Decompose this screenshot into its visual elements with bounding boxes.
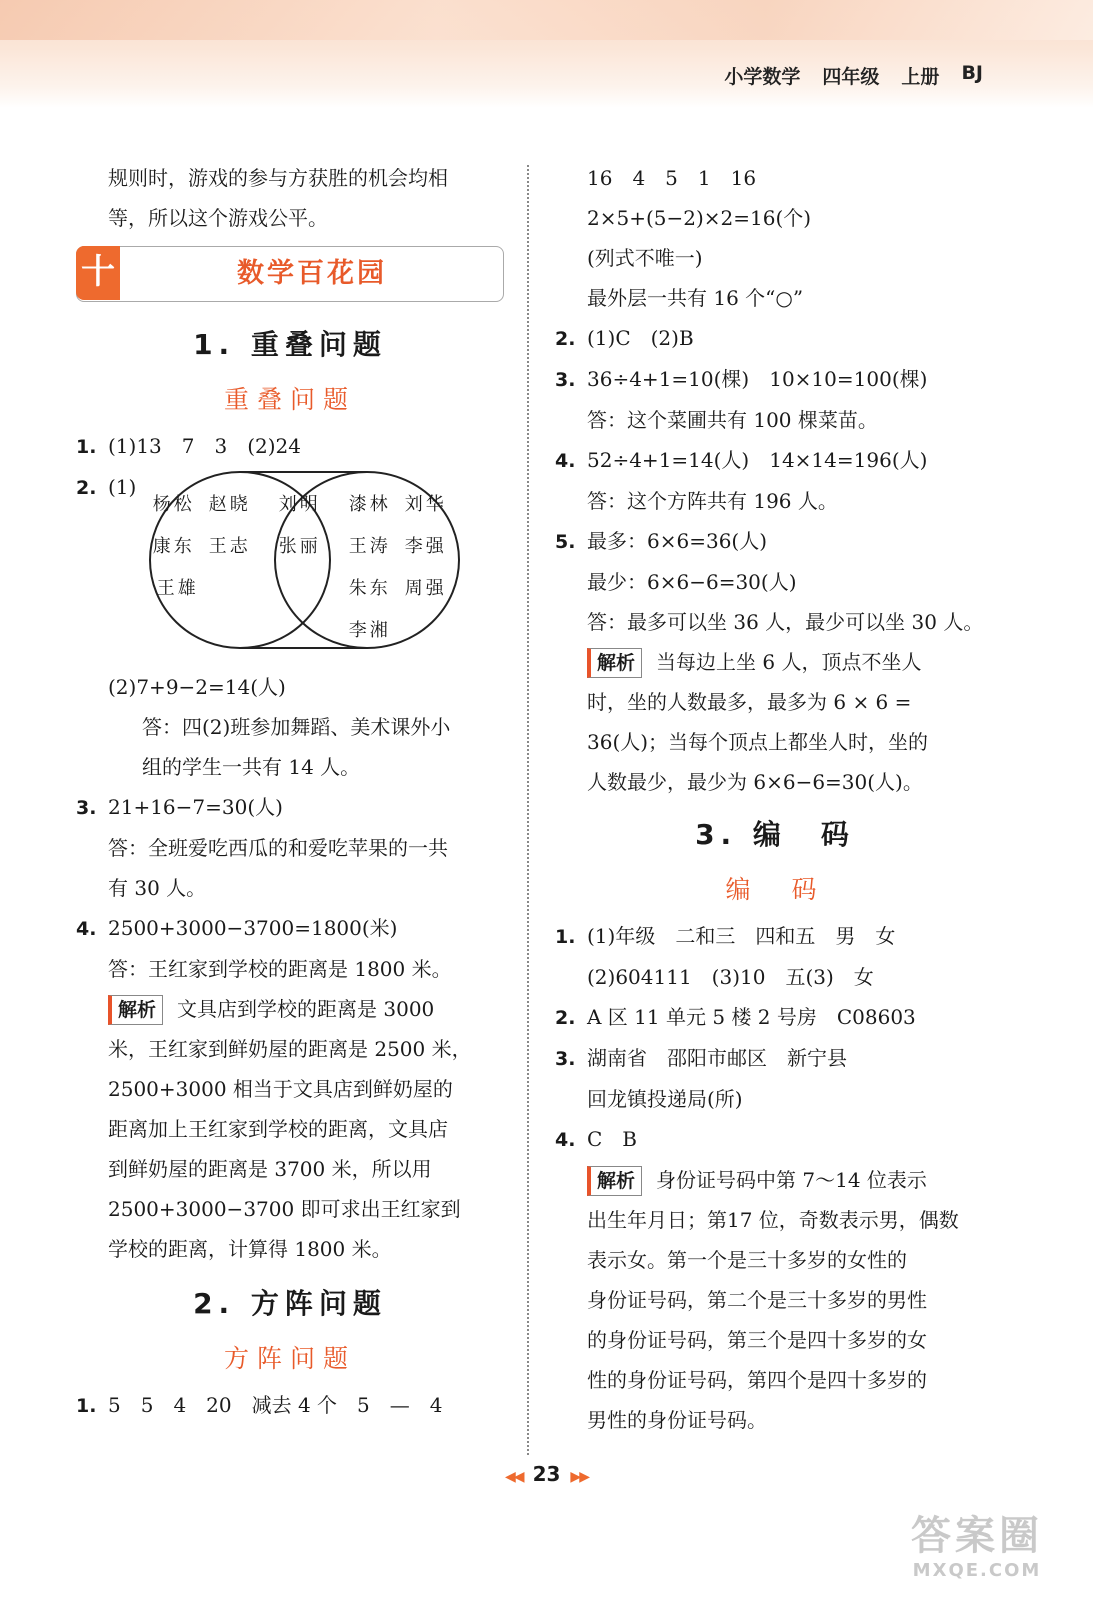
question-text: 5 5 4 20 减去 4 个 5 — 4 <box>108 1393 443 1417</box>
question-number: 2. <box>76 477 97 499</box>
watermark <box>887 1512 1067 1592</box>
venn-diagram <box>145 467 475 667</box>
page-number: 23 <box>532 1462 561 1486</box>
analysis-line: 性的身份证号码，第四个是四十多岁的 <box>587 1368 927 1392</box>
answer-line: 答：最多可以坐 36 人，最少可以坐 30 人。 <box>587 610 984 634</box>
analysis-tag: 解析 <box>587 1166 642 1196</box>
venn-name: 周强 <box>404 578 447 599</box>
question-text: (1)年级 二和三 四和五 男 女 <box>587 924 896 948</box>
question-2 <box>555 997 995 1038</box>
section-subtitle: 方阵问题 <box>223 1344 356 1373</box>
section-title: 3. 编 码 <box>695 818 855 851</box>
venn-name: 王涛 <box>348 536 391 557</box>
venn-name: 张丽 <box>278 536 321 557</box>
analysis-line: 男性的身份证号码。 <box>587 1408 767 1432</box>
header-meta <box>724 62 983 89</box>
question-number: 3. <box>555 1048 576 1070</box>
analysis-line: 36(人)；当每个顶点上都坐人时，坐的 <box>587 730 929 754</box>
question-label: (1) <box>108 475 137 499</box>
answer-line: 答：这个方阵共有 196 人。 <box>587 489 838 513</box>
section-subtitle: 编 码 <box>725 875 825 904</box>
question-3 <box>555 1038 995 1079</box>
page-footer <box>0 1462 1093 1486</box>
question-text: 52÷4+1=14(人) 14×14=196(人) <box>587 448 928 472</box>
venn-name: 赵晓 <box>208 494 251 515</box>
analysis-line: 到鲜奶屋的距离是 3700 米，所以用 <box>108 1157 432 1181</box>
question-text: C B <box>587 1127 637 1151</box>
venn-name: 朱东 <box>348 578 391 599</box>
venn-name: 刘明 <box>278 494 321 515</box>
question-text: 湖南省 邵阳市邮区 新宁县 <box>587 1046 847 1070</box>
question-number: 3. <box>76 797 97 819</box>
header-edition: BJ <box>961 62 983 84</box>
analysis-line: 人数最少，最少为 6×6−6=30(人)。 <box>587 770 923 794</box>
question-number: 2. <box>555 328 576 350</box>
right-column <box>555 158 995 1440</box>
question-number: 3. <box>555 369 576 391</box>
analysis-line <box>555 1160 995 1200</box>
analysis-line: 时，坐的人数最多，最多为 6 × 6 = <box>587 690 912 714</box>
analysis-line: 出生年月日；第17 位，奇数表示男，偶数 <box>587 1208 959 1232</box>
analysis-line: 2500+3000−3700 即可求出王红家到 <box>108 1197 461 1221</box>
answer-line: (2)604111 (3)10 五(3) 女 <box>587 965 874 989</box>
answer-line: 回龙镇投递局(所) <box>587 1087 743 1111</box>
question-4 <box>555 440 995 481</box>
answer-line: 2×5+(5−2)×2=16(个) <box>587 206 812 230</box>
answer-line: 16 4 5 1 16 <box>587 166 757 190</box>
question-text: (1)13 7 3 (2)24 <box>108 434 302 458</box>
analysis-text: 文具店到学校的距离是 3000 <box>177 997 435 1021</box>
answer-line: 最少：6×6−6=30(人) <box>587 570 797 594</box>
question-2 <box>555 318 995 359</box>
venn-name: 刘华 <box>404 494 447 515</box>
analysis-line: 米，王红家到鲜奶屋的距离是 2500 米， <box>108 1037 472 1061</box>
question-number: 2. <box>555 1007 576 1029</box>
analysis-line <box>555 642 995 682</box>
analysis-tag: 解析 <box>587 648 642 678</box>
question-number: 5. <box>555 531 576 553</box>
answer-line: 答：这个菜圃共有 100 棵菜苗。 <box>587 408 878 432</box>
question-3 <box>76 787 504 828</box>
question-text: 最多：6×6=36(人) <box>587 529 768 553</box>
header-streak <box>0 0 1093 40</box>
venn-name: 漆林 <box>348 494 391 515</box>
column-divider <box>527 165 529 1455</box>
answer-line: 答：王红家到学校的距离是 1800 米。 <box>108 957 452 981</box>
analysis-text: 当每边上坐 6 人，顶点不坐人 <box>656 650 922 674</box>
section-title: 2. 方阵问题 <box>193 1287 387 1320</box>
answer-line: 有 30 人。 <box>108 876 207 900</box>
answer-line: 最外层一共有 16 个“○” <box>587 286 804 310</box>
analysis-text: 身份证号码中第 7～14 位表示 <box>656 1168 927 1192</box>
analysis-line: 身份证号码，第二个是三十多岁的男性 <box>587 1288 927 1312</box>
analysis-line: 距离加上王红家到学校的距离，文具店 <box>108 1117 448 1141</box>
question-number: 1. <box>76 436 97 458</box>
analysis-line <box>76 989 504 1029</box>
question-text: 36÷4+1=10(棵) 10×10=100(棵) <box>587 367 928 391</box>
plus-icon: 十 <box>76 246 120 300</box>
intro-line: 等，所以这个游戏公平。 <box>108 206 328 230</box>
question-4 <box>76 908 504 949</box>
intro-line: 规则时，游戏的参与方获胜的机会均相 <box>108 166 448 190</box>
answer-line: (列式不唯一) <box>587 246 703 270</box>
analysis-line: 学校的距离，计算得 1800 米。 <box>108 1237 392 1261</box>
header-subject: 小学数学 <box>724 66 801 88</box>
venn-name: 王雄 <box>156 578 199 599</box>
left-column <box>76 158 504 1426</box>
answer-line: 答：全班爱吃西瓜的和爱吃苹果的一共 <box>108 836 448 860</box>
question-text: (1)C (2)B <box>587 326 694 350</box>
venn-name: 李湘 <box>348 620 391 641</box>
venn-name: 康东 <box>152 536 195 557</box>
header-volume: 上册 <box>901 66 940 88</box>
venn-name: 杨松 <box>152 494 195 515</box>
question-number: 4. <box>555 450 576 472</box>
answer-line: 组的学生一共有 14 人。 <box>142 755 361 779</box>
question-2 <box>76 467 504 667</box>
question-number: 1. <box>76 1395 97 1417</box>
left-arrows-icon: ◀◀ <box>505 1469 523 1485</box>
section-title: 1. 重叠问题 <box>193 328 387 361</box>
watermark-title: 答案圈 <box>911 1513 1043 1559</box>
answer-line: 答：四(2)班参加舞蹈、美术课外小 <box>142 715 451 739</box>
venn-name: 李强 <box>404 536 447 557</box>
venn-name: 王志 <box>208 536 251 557</box>
question-3 <box>555 359 995 400</box>
section-banner <box>76 246 504 302</box>
answer-line: (2)7+9−2=14(人) <box>108 675 286 699</box>
right-arrows-icon: ▶▶ <box>570 1469 588 1485</box>
question-number: 4. <box>555 1129 576 1151</box>
question-text: 21+16−7=30(人) <box>108 795 283 819</box>
banner-title: 数学百花园 <box>237 258 387 289</box>
watermark-url: MXQE.COM <box>912 1560 1042 1581</box>
analysis-line: 表示女。第一个是三十多岁的女性的 <box>587 1248 907 1272</box>
analysis-line: 的身份证号码，第三个是四十多岁的女 <box>587 1328 927 1352</box>
analysis-line: 2500+3000 相当于文具店到鲜奶屋的 <box>108 1077 453 1101</box>
question-text: 2500+3000−3700=1800(米) <box>108 916 398 940</box>
question-5 <box>555 521 995 562</box>
question-4 <box>555 1119 995 1160</box>
header-grade: 四年级 <box>822 66 880 88</box>
analysis-tag: 解析 <box>108 995 163 1025</box>
question-number: 4. <box>76 918 97 940</box>
question-1 <box>76 1385 504 1426</box>
question-1 <box>555 916 995 957</box>
question-number: 1. <box>555 926 576 948</box>
question-1 <box>76 426 504 467</box>
question-text: A 区 11 单元 5 楼 2 号房 C08603 <box>587 1005 916 1029</box>
section-subtitle: 重叠问题 <box>223 385 356 414</box>
